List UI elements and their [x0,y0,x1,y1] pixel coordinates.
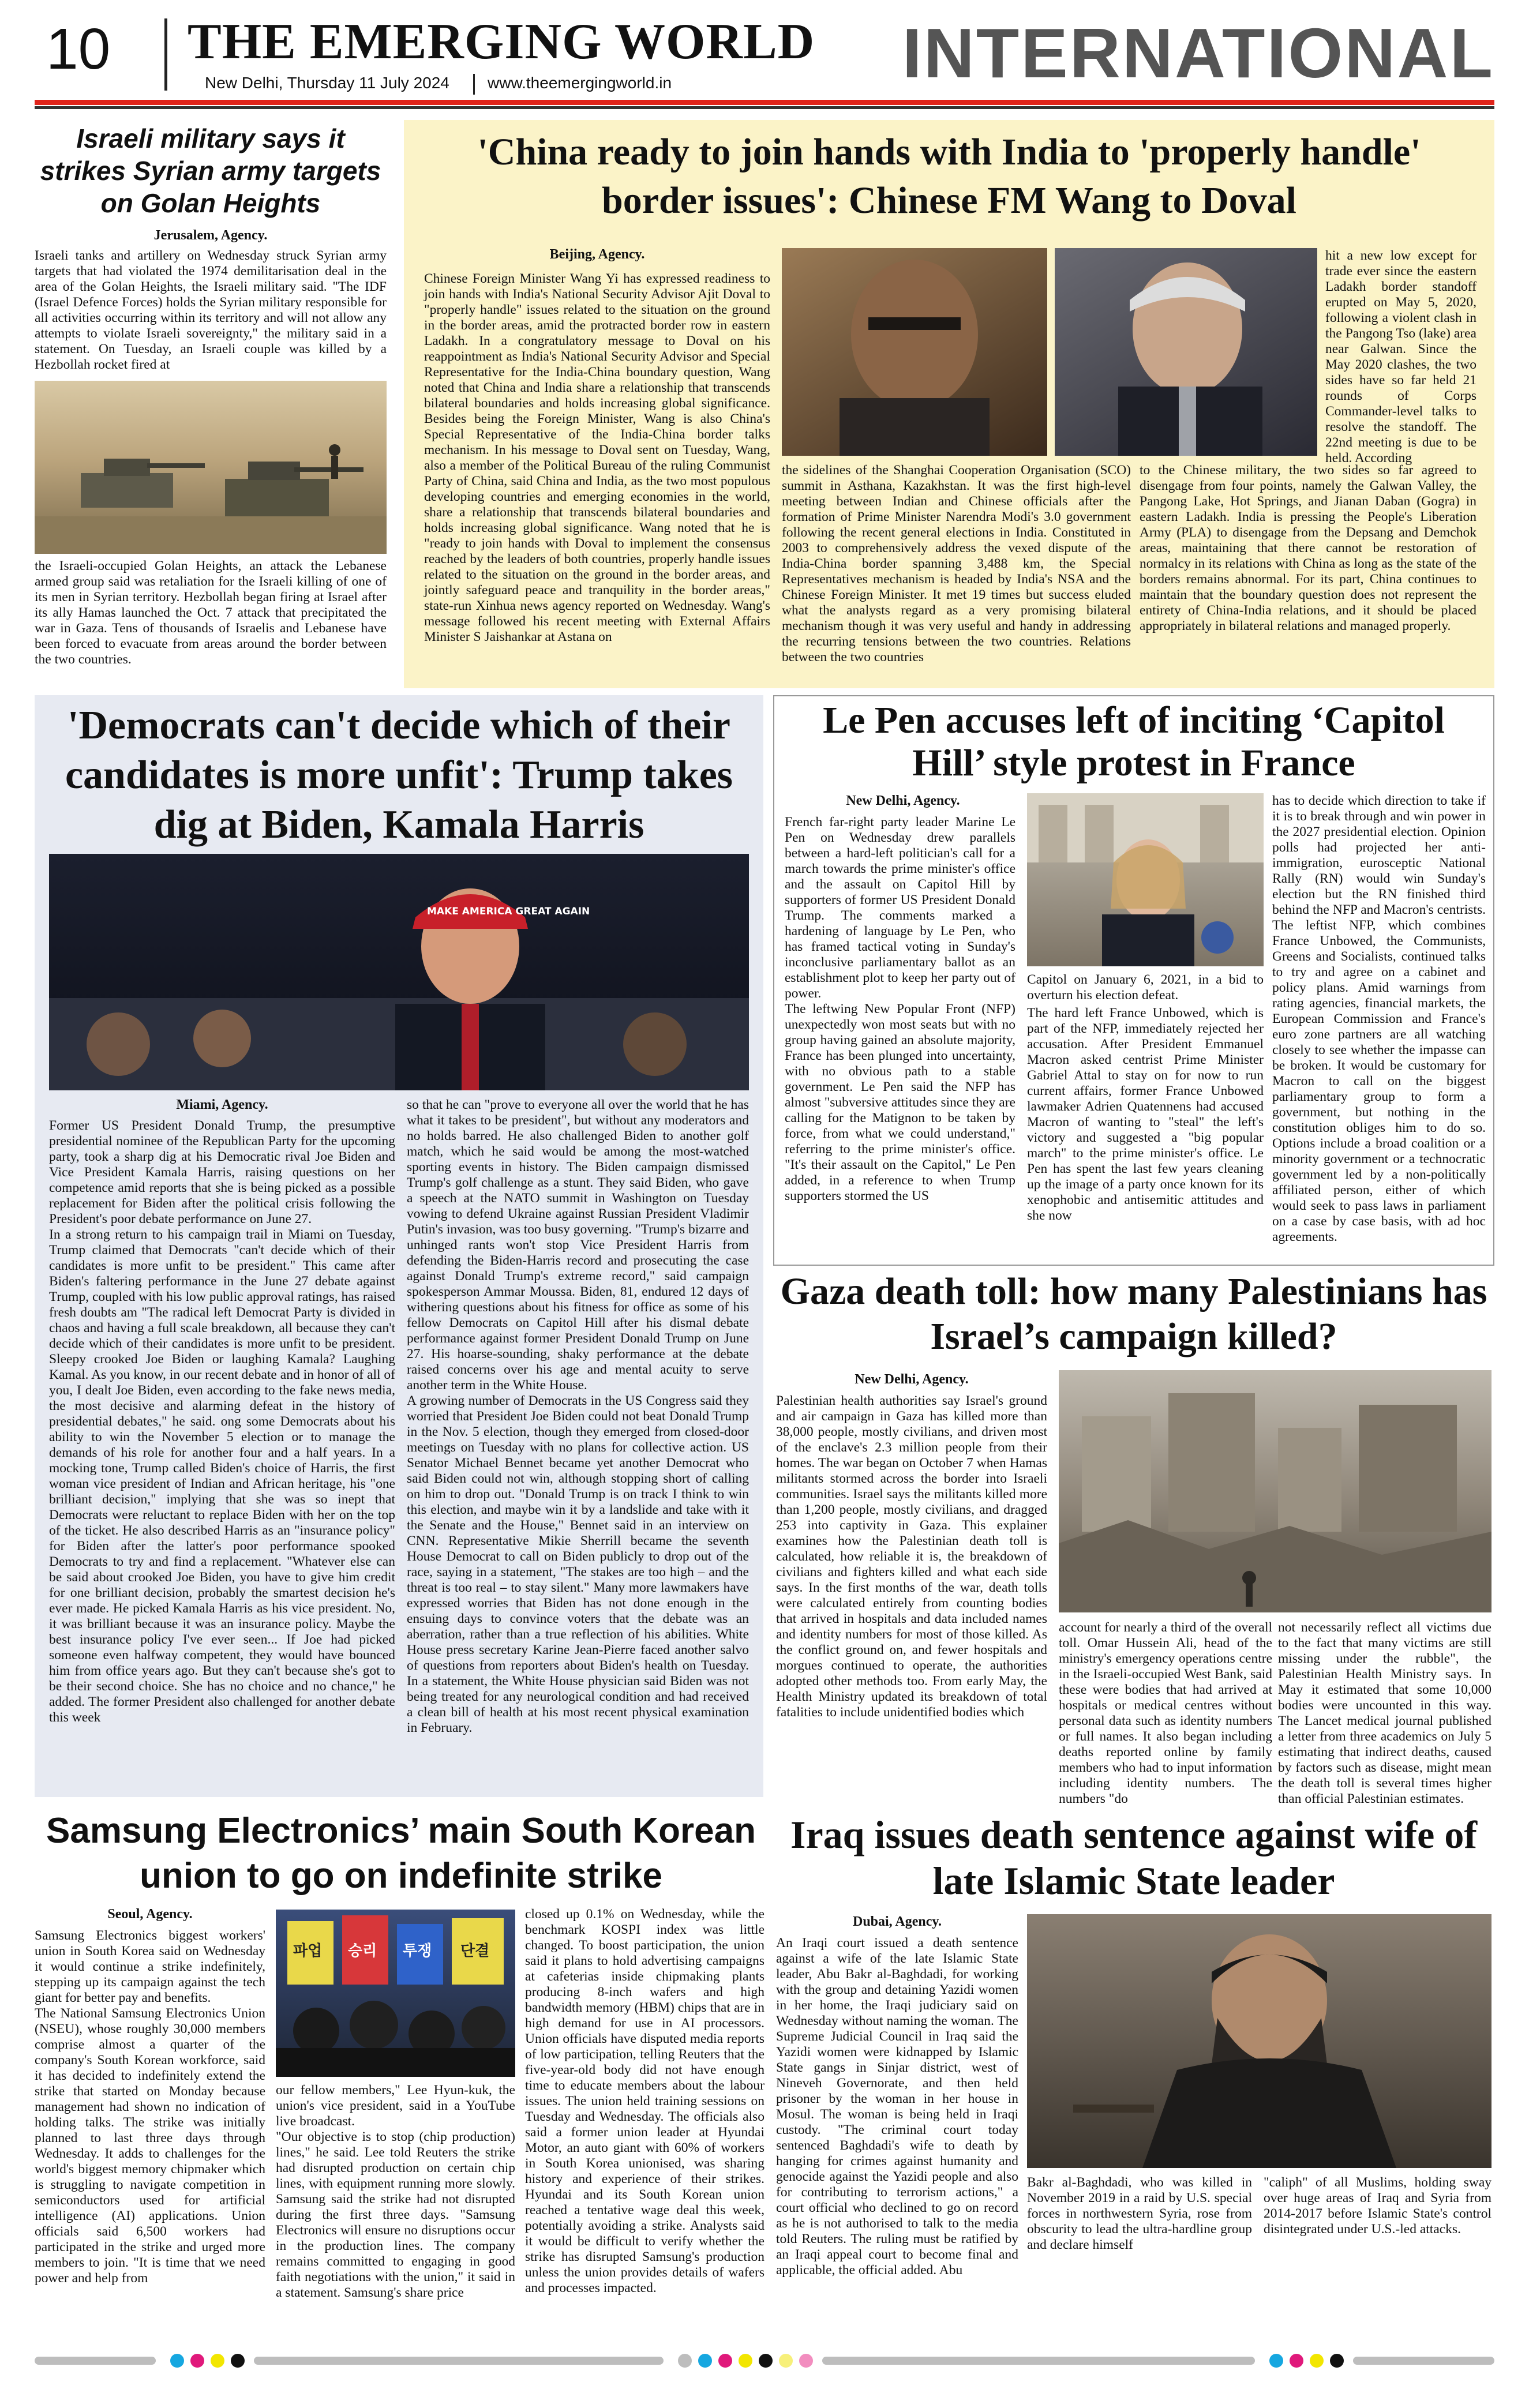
registration-dot-magenta [190,2354,204,2368]
footer-line-right [1353,2357,1494,2365]
footer-line-left [35,2357,156,2365]
iraq-col3: "caliph" of all Muslims, holding sway over huge areas of Iraq and Syria from 2014-2017 before Islamic State's control disintegrated under U.S.-led attacks. [1264,2175,1491,2237]
footer-line-center-right [822,2357,1255,2365]
registration-dot-center-4 [739,2354,752,2368]
section-title: INTERNATIONAL [902,14,1494,92]
issue-date: New Delhi, Thursday 11 July 2024 [205,74,449,92]
gaza-col1: Palestinian health authorities say Israel's ground and air campaign in Gaza has killed more than 38,000 people, mostly civilians, and driven most of the enclave's 2.3 million people from their homes. The war began on October 7 when Hamas militants stormed across the border into Israeli communities. Israel says the militants killed more than 1,200 people, mostly civilians, and dragged 253 into captivity in Gaza. This explainer examines how the Palestinian death toll is calculated, how reliable it is, the breakdown of civilians and fighters killed and what each side says. In the first months of the war, death tolls were calculated entirely from counting bodies that arrived in hospitals and data included names and identity numbers for most of those killed. As the conflict ground on, and fewer hospitals and morgues continued to operate, the authorities adopted other methods too. From early May, the Health Ministry updated its breakdown of total fatalities to include unidentified bodies which [776,1393,1047,1720]
israel-body-bottom: the Israeli-occupied Golan Heights, an attack the Lebanese armed group said was retaliation for the Israeli killing of one of its men in Syrian territory. Hezbollah began firing at Israel after its ally Hamas launched the Oct. 7 attack that precipitated the war in Gaza. Tens of thousands of Israelis and Lebanese have been forced to evacuate from areas around the border between the two countries. [35,558,387,667]
header-divider [164,18,167,91]
samsung-sign-1: 파업 [293,1942,323,1960]
header-rule-red [35,100,1494,105]
samsung-sign-2: 승리 [348,1942,377,1960]
israel-agency: Jerusalem, Agency. [153,228,268,243]
lepen-illustration [1027,793,1264,966]
china-headline: 'China ready to join hands with India to 'properly handle' border issues': Chinese FM Wang to Doval [477,131,1421,222]
registration-dot-right-1 [1269,2354,1283,2368]
samsung-agency: Seoul, Agency. [107,1907,193,1922]
registration-dot-right-4 [1330,2354,1344,2368]
trump-illustration [49,854,749,1090]
samsung-col2: our fellow members," Lee Hyun-kuk, the union's vice president, said in a YouTube live broadcast. "Our objective is to stop (chip production) lines," he said. Lee told Reuters the strike had disrupted production on certain chip lines, with equipment running more slowly. Samsung said the strike had not disrupted during the first three days. "Samsung Electronics will ensure no disruptions occur in the production lines. The company remains committed to engaging in good faith negotiations with the union," it said in a statement. Samsung's share price [276,2083,515,2300]
trump-rally-photo [49,854,749,1090]
registration-dot-cyan [170,2354,184,2368]
china-col3-bottom: to the Chinese military, the two sides so far agreed to disengage from four points, namely the Galwan Valley, the Pangong Lake, Hot Springs, and Jianan Daban (Gogra) in eastern Ladakh. India is pressing the People's Liberation Army (PLA) to disengage from the Depsang and Demchok areas, maintaining that there cannot be restoration of normalcy in its relations with China as long as the state of the borders remains abnormal. For its part, China continues to maintain that the boundary question does not represent the entirety of China-India relations, and it should be placed appropriately in bilateral relations and managed properly. [1140,463,1476,633]
iraq-col2: Bakr al-Baghdadi, who was killed in November 2019 in a raid by U.S. special forces in northwestern Syria, rose from obscurity to lead the ultra-hardline group and declare himself [1027,2175,1252,2252]
registration-dot-right-3 [1310,2354,1324,2368]
gaza-rubble-photo [1059,1370,1491,1612]
gaza-col2: account for nearly a third of the overall toll. Omar Hussein Ali, head of the ministry's emergency operations centre in the Israeli-occupied West Bank, said these were bodies that had arrived at hospitals or medical centres without personal data such as identity numbers or full names. It also began including deaths reported online by family members who had to input information including identity numbers. The numbers "do [1059,1620,1272,1806]
registration-dot-center-2 [698,2354,712,2368]
china-col3-top: hit a new low except for trade ever since the eastern Ladakh border standoff erupted on May 5, 2020, following a violent clash in the Pangong Tso (lake) area near Galwan. Since the May 2020 clashes, the two sides have so far held 21 rounds of Corps Commander-level talks to resolve the standoff. The 22nd meeting is due to be held. According [1325,248,1476,466]
samsung-col1: Samsung Electronics biggest workers' union in South Korea said on Wednesday it would continue a strike indefinitely, stepping up its campaign against the tech giant for better pay and benefits. The National Samsung Electronics Union (NSEU), whose roughly 30,000 members comprise almost a quarter of the company's South Korean workforce, said it has decided to indefinitely extend the strike that started on Monday because management had shown no indication of holding talks. The strike was initially planned to last three days through Wednesday. It adds to challenges for the world's biggest memory chipmaker which is struggling to navigate competition in semiconductors used for artificial intelligence (AI) applications. Union officials said 6,500 workers had participated in the strike and urged more members to join. "It is time that we need power and help from [35,1928,265,2286]
china-col1: Chinese Foreign Minister Wang Yi has expressed readiness to join hands with India's National Security Advisor Ajit Doval to "properly handle" issues related to the situation on the ground in the border areas, amid the protracted border row in eastern Ladakh. In a congratulatory message to Doval on his reappointment as India's National Security Advisor and Special Representative for the India-China boundary question, Wang noted that China and India share a relationship that transcends bilateral boundaries and holds increasing global significance. Besides being the Foreign Minister, Wang is also China's Special Representative of the India-China border talks mechanism. In his message to Doval sent on Tuesday, Wang, also a member of the Political Bureau of the ruling Communist Party of China, said China and India, as the two most populous developing countries and emerging economies in the world, share a relationship that transcends bilateral boundaries and holds increasing global significance. Wang noted that he is "ready to join hands with Doval to implement the consensus reached by the leaders of both countries, properly handle issues related to the situation on the ground in the border areas, and jointly safeguard peace and tranquility in the border areas," state-run Xinhua news agency reported on Wednesday. Wang's message followed his recent meeting with External Affairs Minister S Jaishankar at Astana on [424,271,770,644]
header-rule-dark [35,106,1494,109]
masthead: THE EMERGING WORLD [188,14,815,70]
registration-dot-yellow [211,2354,224,2368]
samsung-headline: Samsung Electronics’ main South Korean union to go on indefinite strike [46,1811,756,1896]
baghdadi-photo [1027,1914,1491,2168]
trump-col1: Former US President Donald Trump, the presumptive presidential nominee of the Republican Party for the upcoming party, took a sharp dig at his Democratic rival Joe Biden and Vice President Kamala Harris, raising questions on her competence amid reports that she is being picked as a possible replacement for Biden after the political crisis following the President's poor debate performance on June 27. In a strong return to his campaign trail in Miami on Tuesday, Trump claimed that Democrats "can't decide which of their candidates is more unfit to be president." This came after Biden's faltering performance in the June 27 debate against Trump, coupled with his low public approval ratings, has raised fresh doubts am "The radical left Democrat Party is divided in chaos and having a full scale breakdown, all because they can't decide which of their candidates is more unfit to be president. Sleepy crooked Joe Biden or laughing Kamala? Laughing Kamal. As you know, in our recent debate and in honor of all of you, I dealt Joe Biden, even according to the fake news media, the most decisive and alarming defeat in the history of presidential debates," he said. ong some Democrats about his ability to win the November 5 election or to manage the demands of his role for another four and a half years. In a mocking tone, Trump called Biden's choice of Harris, the first woman vice president of Indian and African heritage, his "one brilliant decision," implying that she was so inept that Democrats were reluctant to replace Biden with her on the top of the ticket. He also described Harris as an "insurance policy" for Biden after the latter's poor performance spooked Democrats to try and find a replacement. "Whatever else can be said about crooked Joe Biden, you have to give him credit for one brilliant decision, probably the smartest decision he's ever made. He picked Kamala Harris as his vice president. No, it was brilliant because it was an insurance policy. Maybe the best insurance policy I've ever seen... If Joe had picked someone even halfway competent, they would have bounced him from office years ago. But they can't because she's got to be their second choice. She has no choice and no chance," he added. The former President also challenged for another debate this week [49,1118,395,1725]
trump-agency: Miami, Agency. [176,1097,268,1112]
registration-dot-center-7 [799,2354,813,2368]
registration-dot-center-6 [779,2354,793,2368]
trump-headline: 'Democrats can't decide which of their candidates is more unfit': Trump takes dig at Biden, Kamala Harris [65,703,733,847]
samsung-col3: closed up 0.1% on Wednesday, while the benchmark KOSPI index was little changed. To boost participation, the union said it plans to hold advertising campaigns at cafeterias inside chipmaking plants producing 8-inch wafers and high bandwidth memory (HBM) chips that are in high demand for use in AI processors. Union officials have disputed media reports of low participation, telling Reuters that the five-year-old body did not have enough time to educate members about the labour issues. The union held training sessions on Tuesday and Wednesday. The officials also said a former union leader at Hyundai Motor, an auto giant with 60% of workers in South Korea unionised, was sharing history and experience of their strikes. Hyundai and its South Korean union reached a tentative wage deal this week, potentially avoiding a strike. Analysts said it would be difficult to verify whether the strike has disrupted Samsung's production unless the union provides details of wafers and processes impacted. [525,1907,765,2296]
iraq-headline: Iraq issues death sentence against wife of late Islamic State leader [790,1813,1477,1903]
lepen-agency: New Delhi, Agency. [846,793,960,808]
gaza-illustration [1059,1370,1491,1612]
iraq-agency: Dubai, Agency. [852,1914,942,1929]
gaza-col3: not necessarily reflect all victims due to the fact that many victims are still missing under the rubble", the Palestinian Health Ministry says. In May it estimated that some 10,000 bodies were uncounted in this way. The Lancet medical journal published a letter from three academics on July 5 estimating that indirect deaths, caused by factors such as disease, might mean the death toll is several times higher than official Palestinian estimates. [1278,1620,1491,1806]
registration-dot-center-3 [718,2354,732,2368]
registration-dot-center-1 [678,2354,692,2368]
china-agency: Beijing, Agency. [549,247,645,262]
israel-body-top: Israeli tanks and artillery on Wednesday struck Syrian army targets that had violated the 1974 demilitarisation deal in the area of the Golan Heights, the Israeli military said. "The IDF (Israel Defence Forces) holds the Syrian military responsible for all activities occurring within its territory and will not allow any attempts to violate Israeli sovereignty," the military said in a statement. On Tuesday, an Israeli couple was killed by a Hezbollah rocket fired at [35,248,387,372]
trump-cap-text: MAKE AMERICA GREAT AGAIN [427,906,590,917]
registration-dot-center-5 [759,2354,773,2368]
samsung-illustration [276,1910,515,2077]
samsung-strike-photo [276,1910,515,2077]
lepen-caption: Capitol on January 6, 2021, in a bid to overturn his election defeat. [1027,972,1264,1003]
lepen-col2: The hard left France Unbowed, which is part of the NFP, immediately rejected her accusation. After President Emmanuel Macron asked centrist Prime Minister Gabriel Attal to stay on for now to run current affairs, former France Unbowed lawmaker Adrien Quatennens had accused Macron of wanting to "steal" the left's victory and suggested a "big popular march" to the prime minister's office. Le Pen has spent the last few years cleaning up the image of a party once known for its xenophobic and antisemitic attitudes and she now [1027,1006,1264,1223]
wang-illustration [1055,248,1317,456]
israel-tanks-photo [35,381,387,554]
page-number: 10 [46,17,111,81]
footer-line-center-left [254,2357,664,2365]
baghdadi-illustration [1027,1914,1491,2168]
trump-col2: so that he can "prove to everyone all over the world that he has what it takes to be president", but without any moderators and no holds barred. He also challenged Biden to another golf match, which he said would be among the most-watched sporting events in history. The Biden campaign dismissed Trump's golf challenge as a stunt. They said Biden, who gave a speech at the NATO summit in Washington on Tuesday vowing to defend Ukraine against Russian President Vladimir Putin's invasion, was too busy governing. "Trump's bizarre and unhinged rants won't stop Vice President Harris from defending the Biden-Harris record and prosecuting the case against Donald Trump's extreme record," said campaign spokesperson Ammar Moussa. Biden, 81, endured 12 days of withering questions about his fitness for office as some of his fellow Democrats on Capitol Hill after his dismal debate performance against former President Donald Trump on June 27. His hoarse-sounding, shaky performance at the debate raised concerns over his age and mental acuity to serve another term in the White House. A growing number of Democrats in the US Congress said they worried that President Joe Biden could not beat Donald Trump in the Nov. 5 election, though they emerged from closed-door meetings on Tuesday with no plans for collective action. US Senator Michael Bennet became yet another Democrat who said Biden could not win, although stopping short of calling on him to drop out. "Donald Trump is on track I think to win this election, and maybe win it by a landslide and take with it the Senate and the House," Bennet said in an interview on CNN. Representative Mikie Sherrill became the seventh House Democrat to call on Biden publicly to drop out of the race, saying in a statement, "The stakes are too high – and the threat is too real – to stay silent." Many more lawmakers have expressed worries that Biden has not done enough in the ensuing days to convince voters that the debate was an aberration, rather than a true reflection of his abilities. White House press secretary Karine Jean-Pierre faced another salvo of questions from reporters about Biden's health on Tuesday. In a statement, the White House physician said Biden was not being treated for any neurological condition and had received a clean bill of health at his most recent physical examination in February. [407,1097,749,1735]
samsung-sign-4: 단결 [460,1942,490,1960]
china-col2: the sidelines of the Shanghai Cooperation Organisation (SCO) summit in Asthana, Kazakhstan. It was the first high-level meeting between Indian and Chinese officials after the formation of Prime Minister Narendra Modi's 3.0 government following the recent general elections in India. Constituted in 2003 to comprehensively address the vexed dispute of the India-China border spanning 3,488 km, the Special Representatives mechanism is headed by India's NSA and the Chinese Foreign Minister. It met 19 times but success eluded what the analysts regard as a very promising bilateral mechanism though it was very useful and handy in addressing the recurring tensions between the two countries. Relations between the two countries [782,463,1131,665]
doval-illustration [782,248,1047,456]
lepen-col1: French far-right party leader Marine Le Pen on Wednesday drew parallels between a hard-left politician's call for a march towards the prime minister's office and the assault on Capitol Hill by supporters of former US President Donald Trump. The comments marked a hardening of language by Le Pen, who has framed tactical voting in Sunday's inconclusive parliamentary ballot as an establishment plot to keep her party out of power. The leftwing New Popular Front (NFP) unexpectedly won most seats but with no group having gained an absolute majority, France has been plunged into uncertainty, with no obvious path to a stable government. Le Pen said the NFP has almost "subversive attitudes since they are calling for the Matignon to be taken by force, from what we could understand," referring to the prime minister's office. "It's their assault on the Capitol," Le Pen added, in a reference to when Trump supporters stormed the US [785,815,1015,1203]
registration-dot-black [231,2354,245,2368]
website-link[interactable]: www.theemergingworld.in [488,74,672,92]
iraq-col1: An Iraqi court issued a death sentence against a wife of the late Islamic State leader, Abu Bakr al-Baghdadi, for working with the group and detaining Yazidi women in her home, the Iraqi judiciary said on Wednesday without naming the woman. The Supreme Judicial Council in Iraq said the Yazidi women were kidnapped by Islamic State gangs in Sinjar district, west of Nineveh Governorate, and then held prisoner by the woman in her house in Mosul. The woman is being held in Iraqi custody. "The criminal court today sentenced Baghdadi's wife to death by hanging for crimes against humanity and genocide against the Yazidi people and also for contributing to terrorism actions," a court official who declined to go on record as he is not authorised to talk to the media told Reuters. The ruling must be ratified by an Iraqi appeal court to become final and applicable, the official added. Abu [776,1936,1018,2278]
wang-yi-photo [1055,248,1317,456]
tanks-illustration [35,381,387,554]
doval-photo [782,248,1047,456]
lepen-headline: Le Pen accuses left of inciting ‘Capitol Hill’ style protest in France [823,699,1445,784]
lepen-col3: has to decide which direction to take if it is to break through and win power in the 2027 presidential election. Opinion polls had projected her anti-immigration, eurosceptic National Rally (RN) would win Sunday's election but the RN finished third behind the NFP and Macron's centrists. The leftist NFP, which combines France Unbowed, the Communists, Greens and Socialists, continued talks to try and agree on a cabinet and policy plans. Amid warnings from rating agencies, financial markets, the European Commission and France's euro zone partners are all watching closely to see whether the impasse can be broken. It would be customary for Macron to call on the biggest parliamentary group to form a government, but nothing in the constitution obliges him to do so. Options include a broad coalition or a minority government or a technocratic government led by a non-politically affiliated person, either of which would seek to pass laws in parliament on a case by case basis, with ad hoc agreements. [1272,793,1486,1244]
dateline-divider [473,74,475,95]
registration-dot-right-2 [1290,2354,1303,2368]
gaza-headline: Gaza death toll: how many Palestinians has Israel’s campaign killed? [780,1270,1487,1357]
gaza-agency: New Delhi, Agency. [855,1372,969,1387]
samsung-sign-3: 투쟁 [403,1942,432,1960]
lepen-photo [1027,793,1264,966]
israel-headline: Israeli military says it strikes Syrian army targets on Golan Heights [40,123,381,218]
